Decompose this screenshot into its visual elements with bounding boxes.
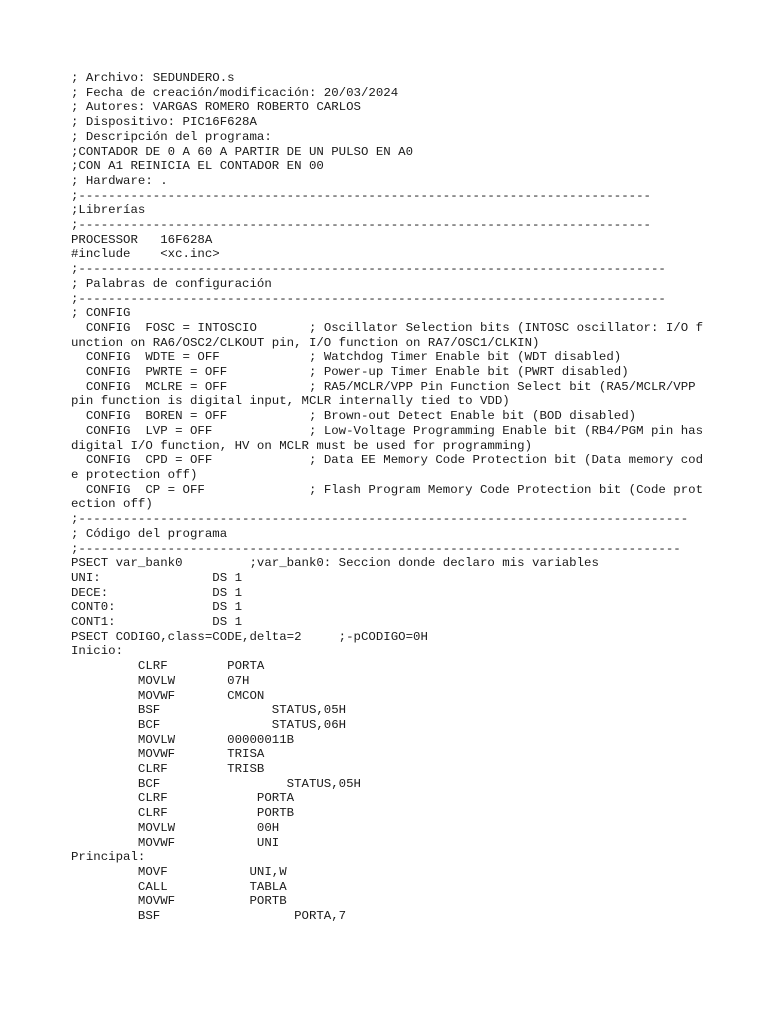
code-line: ; CONFIG (71, 306, 131, 321)
code-line: PSECT var_bank0 ;var_bank0: Seccion donde declaro mis variables (71, 556, 599, 571)
code-line: MOVLW 00000011B (71, 732, 295, 747)
code-line: ; Descripción del programa: (71, 129, 272, 144)
code-line: CONFIG PWRTE = OFF ; Power-up Timer Enable bit (PWRT disabled) (71, 365, 629, 380)
code-line: ; Fecha de creación/modificación: 20/03/2024 (71, 85, 399, 100)
code-line: MOVWF UNI (71, 835, 280, 850)
code-line: ;------------------------------------------------------------------------------- (71, 291, 666, 306)
code-line: ;--------------------------------------------------------------------------------- (71, 541, 681, 556)
code-line: CONFIG CP = OFF ; Flash Program Memory Code Protection bit (Code protection off) (71, 482, 704, 512)
code-line: DECE: DS 1 (71, 585, 243, 600)
code-line: MOVWF PORTB (71, 894, 287, 909)
code-line: BSF PORTA,7 (71, 909, 347, 924)
code-line: ;----------------------------------------------------------------------------- (71, 188, 651, 203)
code-line: BSF STATUS,05H (71, 703, 347, 718)
code-line: Principal: (71, 850, 146, 865)
code-line: ;CONTADOR DE 0 A 60 A PARTIR DE UN PULSO EN A0 (71, 144, 414, 159)
code-line: ;---------------------------------------------------------------------------------- (71, 512, 689, 527)
code-line: ; Código del programa (71, 526, 228, 541)
code-line: #include <xc.inc> (71, 247, 220, 262)
code-line: PROCESSOR 16F628A (71, 232, 213, 247)
code-line: CONFIG WDTE = OFF ; Watchdog Timer Enable bit (WDT disabled) (71, 350, 622, 365)
code-line: ;Librerías (71, 203, 146, 218)
code-line: CALL TABLA (71, 879, 287, 894)
code-line: ; Dispositivo: PIC16F628A (71, 115, 257, 130)
code-line: CLRF PORTA (71, 791, 295, 806)
code-line: ; Autores: VARGAS ROMERO ROBERTO CARLOS (71, 100, 361, 115)
code-line: MOVLW 07H (71, 673, 250, 688)
code-line: BCF STATUS,05H (71, 776, 361, 791)
code-line: ;------------------------------------------------------------------------------- (71, 262, 666, 277)
code-line: ;CON A1 REINICIA EL CONTADOR EN 00 (71, 159, 324, 174)
code-line: CLRF PORTB (71, 806, 295, 821)
code-line: UNI: DS 1 (71, 570, 243, 585)
code-line: ;----------------------------------------------------------------------------- (71, 218, 651, 233)
code-line: CLRF TRISB (71, 762, 265, 777)
code-line: CLRF PORTA (71, 659, 265, 674)
code-line: CONT0: DS 1 (71, 600, 243, 615)
code-line: CONFIG BOREN = OFF ; Brown-out Detect Enable bit (BOD disabled) (71, 409, 637, 424)
code-line: BCF STATUS,06H (71, 717, 347, 732)
code-line: CONT1: DS 1 (71, 615, 243, 630)
code-line: Inicio: (71, 644, 124, 659)
code-line: ; Palabras de configuración (71, 276, 272, 291)
code-line: MOVF UNI,W (71, 864, 287, 879)
code-line: CONFIG MCLRE = OFF ; RA5/MCLR/VPP Pin Function Select bit (RA5/MCLR/VPP pin function is digital input, MCLR internally tied to VDD) (71, 379, 704, 409)
code-line: CONFIG LVP = OFF ; Low-Voltage Programming Enable bit (RB4/PGM pin has digital I/O function, HV on MCLR must be used for programming) (71, 423, 711, 453)
source-code-listing (71, 71, 711, 924)
code-line: PSECT CODIGO,class=CODE,delta=2 ;-pCODIGO=0H (71, 629, 428, 644)
code-line: MOVWF CMCON (71, 688, 265, 703)
code-line: MOVWF TRISA (71, 747, 265, 762)
code-line: ; Hardware: . (71, 173, 168, 188)
code-line: ; Archivo: SEDUNDERO.s (71, 71, 235, 85)
code-line: MOVLW 00H (71, 820, 280, 835)
code-line: CONFIG FOSC = INTOSCIO ; Oscillator Selection bits (INTOSC oscillator: I/O function on RA6/OSC2/CLKOUT pin, I/O function on RA7/OSC1/CLKIN) (71, 320, 704, 350)
code-line: CONFIG CPD = OFF ; Data EE Memory Code Protection bit (Data memory code protection off) (71, 453, 704, 482)
